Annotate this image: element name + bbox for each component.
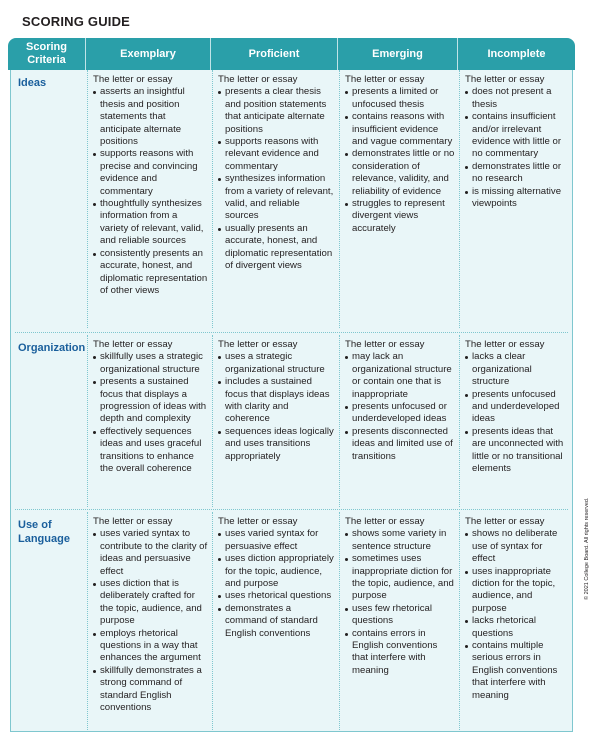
list-item: contains reasons with insufficient evidence and vague commentary	[345, 111, 455, 148]
list-item: presents unfocused or underdeveloped ideas	[345, 401, 455, 426]
criterion-organization: Organization	[18, 342, 86, 354]
table-row	[11, 335, 572, 507]
cell-intro: The letter or essay	[218, 74, 298, 85]
list-item: lacks rhetorical questions	[465, 615, 568, 640]
criteria-list	[93, 86, 208, 297]
list-item: supports reasons with precise and convincing evidence and commentary	[93, 148, 208, 198]
cell-intro: The letter or essay	[465, 516, 545, 527]
cell-intro: The letter or essay	[345, 339, 425, 350]
list-item: may lack an organizational structure or contain one that is inappropriate	[345, 351, 455, 401]
list-item: sometimes uses inappropriate diction for the topic, audience, and purpose	[345, 553, 455, 603]
criteria-list	[465, 528, 568, 702]
list-item: supports reasons with relevant evidence and commentary	[218, 136, 335, 173]
cell-proficient	[212, 335, 339, 507]
list-item: is missing alternative viewpoints	[465, 186, 568, 211]
criteria-list	[218, 351, 335, 463]
scoring-guide-table	[8, 38, 575, 732]
cell-intro: The letter or essay	[93, 516, 173, 527]
list-item: does not present a thesis	[465, 86, 568, 111]
cell-incomplete	[459, 512, 572, 730]
cell-proficient	[212, 70, 339, 328]
list-item: contains multiple serious errors in English conventions that interfere with meaning	[465, 640, 568, 702]
copyright-notice: © 2021 College Board. All rights reserved.	[584, 497, 590, 600]
page-title: SCORING GUIDE	[22, 14, 131, 29]
header-scoring-criteria: Scoring Criteria	[8, 38, 86, 70]
header-incomplete: Incomplete	[487, 47, 546, 60]
row-divider	[15, 332, 568, 333]
list-item: employs rhetorical questions in a way that enhances the argument	[93, 628, 208, 665]
cell-emerging	[339, 512, 459, 730]
list-item: presents disconnected ideas and limited use of transitions	[345, 426, 455, 463]
list-item: uses varied syntax for persuasive effect	[218, 528, 335, 553]
criteria-list	[345, 86, 455, 235]
list-item: thoughtfully synthesizes information from a variety of relevant, valid, and reliable sources	[93, 198, 208, 248]
criteria-list	[345, 528, 455, 677]
list-item: presents ideas that are unconnected with little or no transitional elements	[465, 426, 568, 476]
cell-incomplete	[459, 70, 572, 328]
criteria-list	[93, 351, 208, 475]
cell-proficient	[212, 512, 339, 730]
list-item: uses varied syntax to contribute to the clarity of ideas and persuasive effect	[93, 528, 208, 578]
criterion-use-of-language: Use of Language	[18, 519, 70, 545]
list-item: uses few rhetorical questions	[345, 603, 455, 628]
list-item: presents a sustained focus that displays a progression of ideas with depth and complexity	[93, 376, 208, 426]
criteria-list	[218, 528, 335, 640]
list-item: struggles to represent divergent views accurately	[345, 198, 455, 235]
list-item: skillfully demonstrates a strong command of standard English conventions	[93, 665, 208, 715]
header-emerging: Emerging	[338, 38, 458, 70]
cell-intro: The letter or essay	[345, 516, 425, 527]
list-item: usually presents an accurate, honest, and diplomatic representation of divergent views	[218, 223, 335, 273]
list-item: demonstrates little or no consideration of relevance, validity, and reliability of evidence	[345, 148, 455, 198]
cell-intro: The letter or essay	[93, 74, 173, 85]
table-header	[8, 38, 575, 70]
table-row	[11, 512, 572, 730]
list-item: consistently presents an accurate, honest, and diplomatic representation of other views	[93, 248, 208, 298]
list-item: presents a clear thesis and position statements that anticipate alternate positions	[218, 86, 335, 136]
header-proficient: Proficient	[211, 38, 338, 70]
criteria-list	[465, 351, 568, 475]
criteria-list	[218, 86, 335, 272]
header-exemplary: Exemplary	[86, 38, 211, 70]
list-item: uses diction that is deliberately crafted for the topic, audience, and purpose	[93, 578, 208, 628]
list-item: presents unfocused and underdeveloped ideas	[465, 389, 568, 426]
list-item: effectively sequences ideas and uses graceful transitions to enhance the overall coherence	[93, 426, 208, 476]
list-item: uses diction appropriately for the topic, audience, and purpose	[218, 553, 335, 590]
list-item: uses inappropriate diction for the topic, audience, and purpose	[465, 566, 568, 616]
list-item: contains insufficient and/or irrelevant evidence with little or no commentary	[465, 111, 568, 161]
cell-intro: The letter or essay	[345, 74, 425, 85]
cell-intro: The letter or essay	[465, 339, 545, 350]
table-body	[10, 70, 573, 732]
criteria-list	[345, 351, 455, 463]
list-item: asserts an insightful thesis and position statements that anticipate alternate positions	[93, 86, 208, 148]
table-row	[11, 70, 572, 328]
cell-exemplary	[87, 70, 212, 328]
cell-exemplary	[87, 512, 212, 730]
list-item: shows no deliberate use of syntax for effect	[465, 528, 568, 565]
list-item: shows some variety in sentence structure	[345, 528, 455, 553]
list-item: uses rhetorical questions	[218, 590, 335, 602]
list-item: synthesizes information from a variety of relevant, valid, and reliable sources	[218, 173, 335, 223]
list-item: uses a strategic organizational structure	[218, 351, 335, 376]
list-item: sequences ideas logically and uses transitions appropriately	[218, 426, 335, 463]
cell-intro: The letter or essay	[465, 74, 545, 85]
cell-intro: The letter or essay	[218, 516, 298, 527]
list-item: demonstrates little or no research	[465, 161, 568, 186]
list-item: presents a limited or unfocused thesis	[345, 86, 455, 111]
cell-emerging	[339, 335, 459, 507]
list-item: lacks a clear organizational structure	[465, 351, 568, 388]
list-item: skillfully uses a strategic organizational structure	[93, 351, 208, 376]
criterion-ideas: Ideas	[18, 77, 47, 89]
cell-incomplete	[459, 335, 572, 507]
cell-intro: The letter or essay	[218, 339, 298, 350]
list-item: includes a sustained focus that displays ideas with clarity and coherence	[218, 376, 335, 426]
cell-intro: The letter or essay	[93, 339, 173, 350]
cell-emerging	[339, 70, 459, 328]
list-item: demonstrates a command of standard English conventions	[218, 603, 335, 640]
row-divider	[15, 509, 568, 510]
cell-exemplary	[87, 335, 212, 507]
criteria-list	[93, 528, 208, 714]
criteria-list	[465, 86, 568, 210]
list-item: contains errors in English conventions that interfere with meaning	[345, 628, 455, 678]
